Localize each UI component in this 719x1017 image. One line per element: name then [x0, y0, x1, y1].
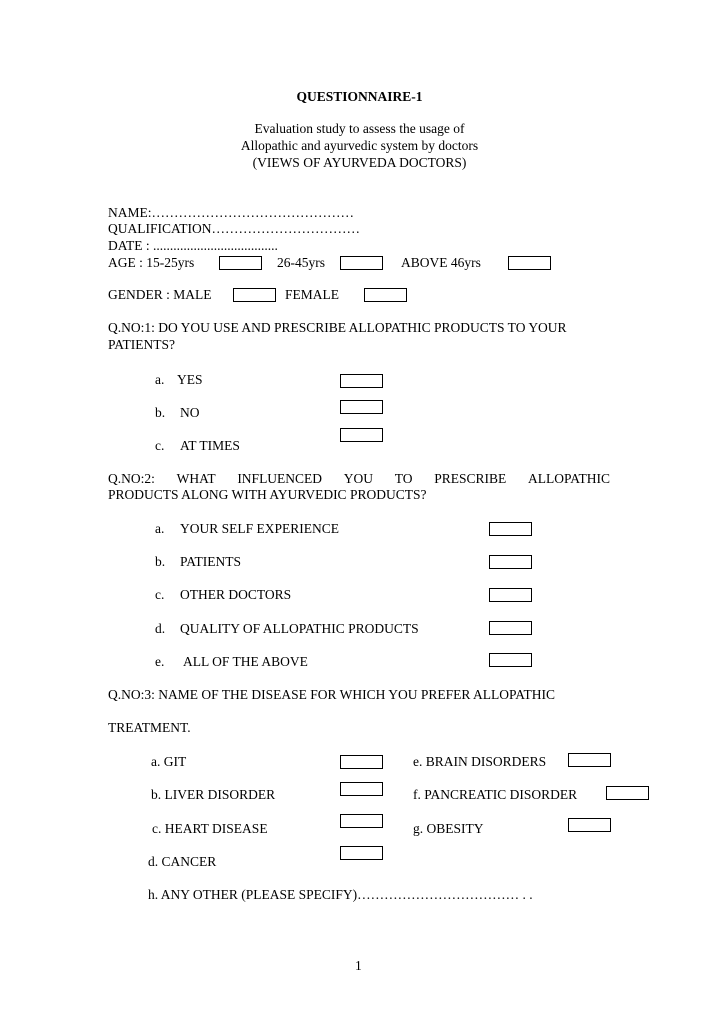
q1-option-label: NO: [180, 405, 200, 420]
q3-option-pancreatic: f. PANCREATIC DISORDER: [413, 787, 578, 802]
q3-obesity-checkbox[interactable]: [568, 818, 611, 832]
age-label-26-45: 26-45yrs: [277, 255, 325, 270]
q3-liver-checkbox[interactable]: [340, 782, 383, 796]
page-title: QUESTIONNAIRE-1: [296, 89, 423, 104]
gender-label-male: GENDER : MALE: [108, 287, 212, 302]
q2-quality-checkbox[interactable]: [489, 621, 532, 635]
q2-question-line-2: PRODUCTS ALONG WITH AYURVEDIC PRODUCTS?: [108, 487, 427, 502]
name-field[interactable]: NAME:………………………………………: [108, 205, 354, 220]
age-above-46-checkbox[interactable]: [508, 256, 551, 270]
q1-at-times-checkbox[interactable]: [340, 428, 383, 442]
q2-option-letter: d.: [155, 621, 166, 636]
q2-word: TO: [394, 471, 413, 486]
q2-word: ALLOPATHIC: [527, 471, 610, 486]
gender-female-checkbox[interactable]: [364, 288, 407, 302]
q1-yes-checkbox[interactable]: [340, 374, 383, 388]
q2-option-label: PATIENTS: [180, 554, 242, 569]
q2-word: INFLUENCED: [237, 471, 323, 486]
q1-option-label: YES: [177, 372, 203, 387]
q3-question-line-2: TREATMENT.: [108, 720, 191, 735]
q3-option-cancer: d. CANCER: [148, 854, 217, 869]
q2-option-letter: a.: [155, 521, 165, 536]
age-15-25-checkbox[interactable]: [219, 256, 262, 270]
q2-all-checkbox[interactable]: [489, 653, 532, 667]
q2-patients-checkbox[interactable]: [489, 555, 532, 569]
q2-option-label: OTHER DOCTORS: [180, 587, 292, 602]
q2-option-label: YOUR SELF EXPERIENCE: [180, 521, 340, 536]
age-label-15-25: AGE : 15-25yrs: [108, 255, 195, 270]
gender-label-female: FEMALE: [285, 287, 339, 302]
q3-option-brain: e. BRAIN DISORDERS: [413, 754, 547, 769]
q3-other-specify-field[interactable]: h. ANY OTHER (PLEASE SPECIFY)……………………………… . .: [148, 887, 533, 902]
page-number: 1: [355, 958, 362, 973]
q1-option-label: AT TIMES: [180, 438, 240, 453]
q2-option-label: ALL OF THE ABOVE: [183, 654, 308, 669]
age-26-45-checkbox[interactable]: [340, 256, 383, 270]
q1-question-line-1: Q.NO:1: DO YOU USE AND PRESCRIBE ALLOPATHIC PRODUCTS TO YOUR: [108, 320, 567, 335]
q3-brain-checkbox[interactable]: [568, 753, 611, 767]
q1-option-letter: a.: [155, 372, 165, 387]
q3-pancreatic-checkbox[interactable]: [606, 786, 649, 800]
q1-no-checkbox[interactable]: [340, 400, 383, 414]
q2-word: PRESCRIBE: [434, 471, 507, 486]
subtitle-line-1: Evaluation study to assess the usage of: [254, 121, 465, 136]
date-field[interactable]: DATE : .....................................: [108, 238, 278, 253]
q3-option-liver: b. LIVER DISORDER: [151, 787, 276, 802]
q3-heart-checkbox[interactable]: [340, 814, 383, 828]
q3-cancer-checkbox[interactable]: [340, 846, 383, 860]
q2-word: Q.NO:2:: [108, 471, 155, 486]
q3-option-git: a. GIT: [151, 754, 187, 769]
q2-word: YOU: [343, 471, 374, 486]
q2-option-letter: b.: [155, 554, 166, 569]
q2-option-label: QUALITY OF ALLOPATHIC PRODUCTS: [180, 621, 419, 636]
gender-male-checkbox[interactable]: [233, 288, 276, 302]
q1-option-letter: c.: [155, 438, 165, 453]
q2-other-doctors-checkbox[interactable]: [489, 588, 532, 602]
q2-option-letter: c.: [155, 587, 165, 602]
qualification-field[interactable]: QUALIFICATION……………………………: [108, 221, 360, 236]
q3-question-line-1: Q.NO:3: NAME OF THE DISEASE FOR WHICH YOU PREFER ALLOPATHIC: [108, 687, 556, 702]
q3-option-obesity: g. OBESITY: [413, 821, 484, 836]
q1-question-line-2: PATIENTS?: [108, 337, 176, 352]
subtitle-line-2: Allopathic and ayurvedic system by doctors: [240, 138, 479, 153]
q3-option-heart: c. HEART DISEASE: [152, 821, 268, 836]
q2-self-experience-checkbox[interactable]: [489, 522, 532, 536]
age-label-above-46: ABOVE 46yrs: [401, 255, 481, 270]
q3-git-checkbox[interactable]: [340, 755, 383, 769]
q2-word: WHAT: [176, 471, 216, 486]
subtitle-line-3: (VIEWS OF AYURVEDA DOCTORS): [252, 155, 467, 170]
q1-option-letter: b.: [155, 405, 166, 420]
q2-question-line-1: [108, 471, 610, 487]
q2-option-letter: e.: [155, 654, 165, 669]
